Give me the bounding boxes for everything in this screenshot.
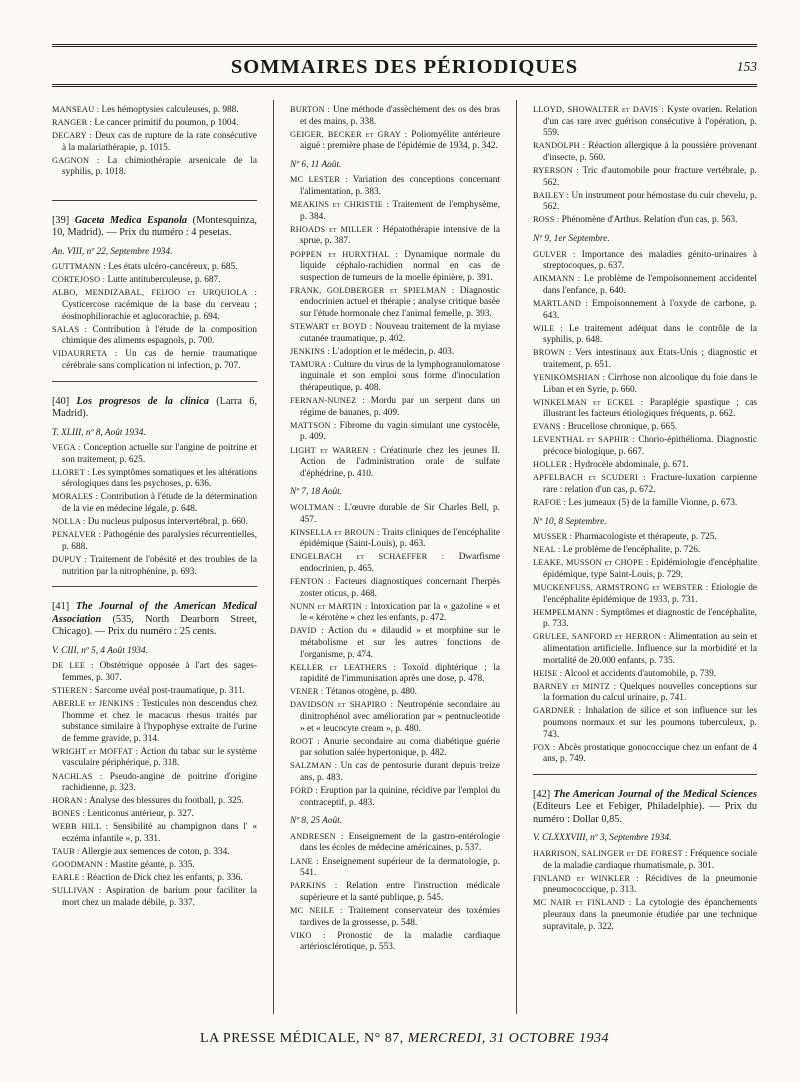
article-title: Tric d'automobile pour fracture vertébrale, p. 562. bbox=[543, 165, 757, 188]
article-authors: MORALES : bbox=[52, 492, 99, 502]
article-title: Paraplégie spastique ; cas illustrant les facteurs étiologiques fréquents, p. 662. bbox=[543, 397, 757, 420]
article-entry bbox=[52, 529, 257, 553]
article-entry bbox=[533, 607, 757, 631]
article-title: Fibrome du vagin simulant une cystocèle, p. 409. bbox=[300, 420, 500, 443]
article-title: Lutte antituberculeuse, p. 687. bbox=[107, 275, 221, 286]
article-entry bbox=[533, 323, 757, 347]
footer-date: MERCREDI, 31 OCTOBRE 1934 bbox=[407, 1031, 609, 1046]
article-entry bbox=[533, 848, 757, 872]
article-title: Abcès prostatique gonococcique chez un enfant de 4 ans, p. 749. bbox=[543, 742, 757, 765]
article-authors: TAUB : bbox=[52, 847, 80, 857]
article-authors: ROSS : bbox=[533, 215, 560, 225]
article-entry bbox=[533, 434, 757, 458]
journal-heading-39: [39] Gaceta Medica Espanola (Montesquinza, 10, Madrid). — Prix du numéro : 4 pesetas. bbox=[52, 214, 257, 239]
article-title: Dynamique normale du liquide céphalo-rachidien normal en cas de suspection de tumeurs de la moelle épinière, p. 391. bbox=[300, 249, 500, 283]
article-title: Réaction de Dick chez les enfants, p. 336. bbox=[86, 873, 243, 884]
article-authors: KELLER et LEATHERS : bbox=[290, 662, 396, 672]
article-title: Une méthode d'assèchement des os des bras et des mains, p. 338. bbox=[300, 105, 500, 127]
article-authors: AIKMANN : bbox=[533, 274, 581, 284]
article-title: Obstétrique opposée à l'art des sages-femmes, p. 307. bbox=[62, 661, 257, 683]
article-authors: MANSEAU : bbox=[52, 105, 100, 114]
article-authors: HOLLER : bbox=[533, 460, 572, 470]
article-title: Alimentation au sein et alimentation artificielle. Influence sur la morbidité et la mortalité de 20.000 enfants, p. 735. bbox=[543, 632, 757, 666]
article-entry bbox=[52, 261, 257, 274]
article-authors: ANDRESEN : bbox=[290, 831, 344, 841]
article-title: Le problème de l'empoisonnement accidentel dans l'enfance, p. 640. bbox=[543, 274, 757, 296]
article-entry bbox=[52, 821, 257, 845]
section-divider bbox=[533, 774, 757, 775]
article-entry bbox=[290, 905, 500, 929]
article-authors: WINKELMAN et ECKEL : bbox=[533, 397, 644, 407]
page-header bbox=[52, 56, 757, 80]
article-title: Dwarfisme endocrinien, p. 465. bbox=[300, 552, 500, 574]
article-entry bbox=[533, 421, 757, 434]
article-authors: GRULEE, SANFORD et HERRON : bbox=[533, 632, 667, 642]
article-title: La cytologie des épanchements pleuraux dans la pneumonie étudiée par une technique supravitale, p. 322. bbox=[543, 898, 757, 932]
article-title: Hydrocèle abdominale, p. 671. bbox=[574, 460, 689, 471]
article-entry bbox=[52, 287, 257, 323]
section-divider bbox=[52, 586, 257, 587]
article-title: Phénomène d'Arthus. Relation d'un cas, p. 563. bbox=[561, 215, 738, 226]
article-title: Pseudo-angine de poitrine d'origine rachidienne, p. 323. bbox=[62, 771, 257, 794]
article-title: Récidives de la pneumonie pneumococcique, p. 313. bbox=[543, 873, 757, 896]
article-authors: GARDNER : bbox=[533, 706, 582, 716]
article-entry bbox=[290, 760, 500, 784]
article-entry bbox=[52, 442, 257, 466]
article-title: Action du « dilaudid » et morphine sur le métabolisme et sur les autres fonctions de l'organisme, p. 474. bbox=[300, 626, 500, 660]
article-authors: WEBB HILL : bbox=[52, 822, 109, 832]
article-authors: HEMPELMANN : bbox=[533, 607, 599, 617]
article-title: Relation entre l'instruction médicale supérieure et la santé publique, p. 545. bbox=[300, 881, 500, 903]
article-authors: NACHLAS : bbox=[52, 771, 103, 781]
article-entry bbox=[533, 249, 757, 273]
article-title: Symptômes et diagnostic de l'encéphalite, p. 733. bbox=[543, 607, 757, 630]
article-entry bbox=[533, 372, 757, 396]
article-entry bbox=[52, 846, 257, 859]
issue-heading: V. CIII, nº 5, 4 Août 1934. bbox=[52, 645, 149, 656]
article-title: Contribution à l'étude de la détermination de la vie en médecine légale, p. 648. bbox=[62, 492, 257, 515]
article-authors: LEAKE, MUSSON et CHOPE : bbox=[533, 558, 649, 568]
article-authors: RHOADS et MILLER : bbox=[290, 224, 379, 234]
article-entry bbox=[533, 165, 757, 189]
article-entry bbox=[533, 668, 757, 681]
article-title: Action du tabac sur le système vasculaire périphérique, p. 318. bbox=[62, 746, 257, 769]
article-entry bbox=[533, 681, 757, 705]
article-authors: MC LESTER : bbox=[290, 175, 348, 185]
article-authors: RYERSON : bbox=[533, 165, 579, 175]
article-authors: PENALVER : bbox=[52, 530, 102, 540]
article-title: Enseignement de la gastro-entérologie dans les écoles de médecine américaines, p. 537. bbox=[300, 831, 500, 854]
article-entry bbox=[52, 324, 257, 348]
article-title: Mastite géante, p. 335. bbox=[110, 860, 195, 871]
column-rule bbox=[273, 100, 274, 1014]
article-entry bbox=[290, 346, 500, 359]
article-authors: HARRISON, SALINGER et DE FOREST : bbox=[533, 848, 688, 858]
article-authors: BARNEY et MINTZ : bbox=[533, 681, 617, 691]
article-title: Aspiration de barium pour faciliter la mort chez un malade débile, p. 337. bbox=[62, 886, 257, 908]
article-title: Deux cas de rupture de la rate consécutive à la malariathérapie, p. 1015. bbox=[62, 131, 257, 153]
journal-heading-42: [42] The American Journal of the Medical Sciences (Editeurs Lee et Febiger, Philadelphie). — Prix du numéro : Dollar 0,85. bbox=[533, 788, 757, 825]
article-title: Créatinurie chez les jeunes II. Action de l'administration orale de sulfate d'éphédrine, p. 410. bbox=[300, 445, 500, 479]
article-authors: GEIGER, BECKER et GRAY : bbox=[290, 129, 408, 139]
article-title: Pronostic de la maladie cardiaque artériosclérotique, p. 553. bbox=[300, 930, 500, 953]
article-title: Vers intestinaux aux Etats-Unis ; diagnostic et traitement, p. 651. bbox=[543, 348, 757, 370]
article-authors: STIEREN : bbox=[52, 685, 93, 695]
article-authors: EVANS : bbox=[533, 422, 566, 432]
article-authors: VENER : bbox=[290, 687, 324, 697]
article-entry bbox=[52, 771, 257, 795]
article-entry bbox=[290, 249, 500, 285]
article-entry bbox=[533, 582, 757, 606]
article-title: Lenticonus antérieur, p. 327. bbox=[87, 809, 194, 820]
article-title: Intoxication par la « gazoline » et le « kérotène » chez les enfants, p. 472. bbox=[300, 601, 500, 624]
article-authors: DAVID : bbox=[290, 626, 324, 636]
article-entry bbox=[290, 736, 500, 760]
article-title: Pathogénie des paralysies récurrentielles, p. 688. bbox=[62, 530, 257, 552]
article-title: Traitement de l'obésité et des troubles de la nutrition par la nitrophénine, p. 693. bbox=[62, 554, 257, 577]
article-entry bbox=[290, 174, 500, 198]
article-entry bbox=[290, 527, 500, 551]
article-entry bbox=[290, 445, 500, 481]
issue-heading: An. VIII, nº 22, Septembre 1934. bbox=[52, 246, 173, 257]
article-authors: GULVER : bbox=[533, 249, 576, 259]
article-title: Sarcome uvéal post-traumatique, p. 311. bbox=[94, 685, 245, 696]
article-authors: FORD : bbox=[290, 786, 318, 796]
article-entry bbox=[290, 686, 500, 699]
article-authors: VIKO : bbox=[290, 930, 326, 940]
article-authors: DE LEE : bbox=[52, 661, 94, 671]
article-entry bbox=[290, 420, 500, 444]
article-authors: FINLAND et WINKLER : bbox=[533, 873, 639, 883]
article-authors: DECARY : bbox=[52, 131, 93, 141]
article-title: Hépatothérapie intensive de la sprue, p. 387. bbox=[300, 224, 500, 247]
article-entry bbox=[52, 872, 257, 885]
article-title: Le traitement adéquat dans le contrôle de la syphilis, p. 648. bbox=[543, 323, 757, 346]
article-entry bbox=[290, 359, 500, 395]
article-authors: HEISE : bbox=[533, 668, 563, 678]
article-entry bbox=[533, 214, 757, 227]
article-entry bbox=[290, 785, 500, 809]
article-title: Chorio-épithélioma. Diagnostic précoce biologique, p. 667. bbox=[543, 435, 757, 458]
article-title: Poliomyélite antérieure aiguë : première phase de l'épidémie de 1934, p. 342. bbox=[300, 129, 500, 152]
article-authors: DAVIDSON et SHAPIRO : bbox=[290, 700, 394, 710]
article-entry bbox=[533, 140, 757, 164]
article-title: Anurie secondaire au coma diabétique guérie par solution salée hypertonique, p. 482. bbox=[300, 736, 500, 759]
article-authors: GAGNON : bbox=[52, 155, 100, 165]
article-entry bbox=[533, 897, 757, 933]
article-authors: MUSSER : bbox=[533, 532, 573, 542]
article-entry bbox=[290, 856, 500, 880]
article-authors: MC NAIR et FINLAND : bbox=[533, 898, 632, 908]
article-entry bbox=[52, 808, 257, 821]
article-title: Sensibilité au champignon dans l' « eczéma infantile », p. 331. bbox=[62, 822, 257, 845]
article-title: Les jumeaux (5) de la famille Vionne, p. 673. bbox=[568, 497, 738, 508]
article-authors: YENIKOMSHIAN : bbox=[533, 372, 606, 382]
article-entry bbox=[290, 699, 500, 735]
article-authors: BONES : bbox=[52, 809, 85, 819]
article-entry bbox=[290, 321, 500, 345]
article-authors: FERNAN-NUNEZ : bbox=[290, 396, 365, 406]
article-authors: BAILEY : bbox=[533, 190, 570, 200]
article-title: Réaction allergique à la poussière provenant d'insecte, p. 560. bbox=[543, 141, 757, 163]
issue-heading: Nº 7, 18 Août. bbox=[290, 487, 343, 498]
article-authors: TAMURA : bbox=[290, 359, 331, 369]
page-footer bbox=[52, 1031, 757, 1047]
article-entry bbox=[52, 795, 257, 808]
article-authors: ROOT : bbox=[290, 736, 320, 746]
article-authors: VEGA : bbox=[52, 443, 81, 453]
article-entry bbox=[52, 130, 257, 154]
article-authors: DUPUY : bbox=[52, 554, 87, 564]
article-title: Les symptômes somatiques et les altérations sérologiques dans les psychoses, p. 636. bbox=[62, 467, 257, 490]
article-authors: POPPEN et HURXTHAL : bbox=[290, 249, 398, 259]
article-entry bbox=[533, 544, 757, 557]
article-entry bbox=[290, 224, 500, 248]
article-title: Le problème de l'encéphalite, p. 726. bbox=[562, 545, 701, 556]
article-authors: LLORET : bbox=[52, 467, 90, 477]
article-authors: BURTON : bbox=[290, 105, 331, 114]
article-authors: SULLIVAN : bbox=[52, 886, 102, 896]
article-authors: KINSELLA et BROUN : bbox=[290, 527, 380, 537]
article-entry bbox=[533, 397, 757, 421]
article-authors: SALAS : bbox=[52, 324, 88, 334]
article-entry bbox=[290, 502, 500, 526]
article-entry bbox=[533, 298, 757, 322]
article-authors: PARKINS : bbox=[290, 881, 338, 891]
article-entry bbox=[533, 873, 757, 897]
journal-heading-41: [41] The Journal of the American Medical Association (535, North Dearborn Street, Chicago). — Prix du numéro : 25 cents. bbox=[52, 601, 257, 638]
article-entry bbox=[290, 831, 500, 855]
article-entry bbox=[52, 491, 257, 515]
issue-heading: T. XLIII, nº 8, Août 1934. bbox=[52, 427, 146, 438]
article-authors: WILE : bbox=[533, 323, 563, 333]
article-entry bbox=[533, 742, 757, 766]
article-title: Nouveau traitement de la myiase cutanée traumatique, p. 402. bbox=[300, 322, 500, 344]
article-title: Pharmacologiste et thérapeute, p. 725. bbox=[574, 532, 717, 543]
article-title: Kyste ovarien. Relation d'un cas rare avec guérison consécutive à l'opération, p. 559. bbox=[543, 105, 757, 139]
journal-heading-40: [40] Los progresos de la clinica (Larra 6, Madrid). bbox=[52, 395, 257, 419]
article-entry bbox=[533, 557, 757, 581]
article-entry bbox=[533, 104, 757, 140]
article-entry bbox=[52, 274, 257, 287]
article-title: Testicules non descendus chez l'homme et chez le macacus rhesus traités par substance similaire à l'hypophyse extraite de l'urine de femme gravide, p. 314. bbox=[62, 699, 257, 744]
footer-paper: LA PRESSE MÉDICALE, N° 87, bbox=[200, 1031, 404, 1046]
article-entry bbox=[52, 104, 257, 117]
article-title: Les hémoptysies calculeuses, p. 988. bbox=[101, 105, 239, 115]
article-entry bbox=[52, 746, 257, 770]
article-entry bbox=[533, 459, 757, 472]
article-title: Neutropénie secondaire au dinitrophénol avec amélioration par « pentnucleotide » et « leucocyte cream », p. 480. bbox=[300, 700, 500, 734]
article-title: Traitement conservateur des toxémies tardives de la grossesse, p. 548. bbox=[300, 905, 500, 928]
article-title: Diagnostic endocrinien actuel et thérapie ; analyse critique basée sur l'étude hormonale chez l'animal femelle, p. 393. bbox=[300, 285, 500, 319]
article-title: Toxoïd diphtérique ; la rapidité de l'immunisation après une dose, p. 478. bbox=[300, 662, 500, 685]
article-title: Mordu par un serpent dans un régime de bananes, p. 409. bbox=[300, 396, 500, 418]
article-entry bbox=[533, 472, 757, 496]
article-title: Inhalation de silice et son influence sur les poumons normaux et sur les poumons tuberculeux, p. 743. bbox=[543, 706, 757, 740]
article-authors: LEVENTHAL et SAPHIR : bbox=[533, 435, 635, 445]
article-authors: WRIGHT et MOFFAT : bbox=[52, 746, 139, 756]
article-entry bbox=[52, 117, 257, 130]
article-entry bbox=[52, 660, 257, 684]
article-authors: WOLTMAN : bbox=[290, 502, 341, 512]
article-title: Un cas de pentosurie durant depuis treize ans, p. 483. bbox=[300, 761, 500, 783]
article-entry bbox=[52, 885, 257, 909]
column-2 bbox=[290, 104, 500, 1014]
article-entry bbox=[52, 859, 257, 872]
article-entry bbox=[290, 601, 500, 625]
article-authors: APFELBACH et SCUDERI : bbox=[533, 473, 646, 483]
article-authors: MARTLAND : bbox=[533, 298, 588, 308]
article-authors: RANDOLPH : bbox=[533, 141, 586, 151]
article-authors: RANGER : bbox=[52, 118, 93, 128]
section-divider bbox=[52, 200, 257, 201]
article-authors: BROWN : bbox=[533, 348, 572, 358]
article-entry bbox=[533, 631, 757, 667]
article-title: Cysticercose racémique de la base du cerveau ; éosinophiliorachie et aglucorachie, p. 694. bbox=[62, 299, 257, 322]
article-title: Fréquence sociale de la maladie cardiaque rhumatismale, p. 301. bbox=[543, 848, 757, 871]
article-title: Un cas de hernie traumatique cérébrale sans complication ni infection, p. 707. bbox=[62, 349, 257, 371]
article-title: Fracture-luxation carpienne rare : relation d'un cas, p. 672. bbox=[543, 473, 757, 495]
article-authors: GOODMANN : bbox=[52, 860, 108, 870]
article-title: Variation des conceptions concernant l'alimentation, p. 383. bbox=[300, 175, 500, 198]
issue-heading: V. CLXXXVIII, nº 3, Septembre 1934. bbox=[533, 833, 672, 844]
section-divider bbox=[52, 381, 257, 382]
article-entry bbox=[290, 285, 500, 321]
article-authors: LLOYD, SHOWALTER et DAVIS : bbox=[533, 105, 664, 114]
column-rule bbox=[516, 100, 517, 1014]
article-entry bbox=[52, 348, 257, 372]
article-entry bbox=[52, 467, 257, 491]
article-title: L'adoption et le médecin, p. 403. bbox=[332, 346, 455, 357]
article-authors: EARLE : bbox=[52, 873, 85, 883]
article-entry bbox=[533, 273, 757, 297]
article-title: Les états ulcéro-cancéreux, p. 685. bbox=[108, 262, 238, 273]
article-authors: GUTTMANN : bbox=[52, 262, 106, 272]
article-title: Enseignement supérieur de la dermatologie, p. 541. bbox=[300, 856, 500, 879]
article-entry bbox=[290, 625, 500, 661]
article-entry bbox=[533, 347, 757, 371]
article-title: Allergie aux semences de coton, p. 334. bbox=[81, 847, 230, 858]
article-title: Etiologie de l'encéphalite épidémique de 1933, p. 731. bbox=[543, 582, 757, 605]
article-entry bbox=[290, 551, 500, 575]
article-entry bbox=[290, 129, 500, 153]
article-authors: MUCKENFUSS, ARMSTRONG et WEBSTER : bbox=[533, 582, 709, 592]
article-title: Cirrhose non alcoolique du foie dans le Liban et en Syrie, p. 660. bbox=[543, 372, 757, 395]
article-entry bbox=[533, 531, 757, 544]
article-authors: NOLLA : bbox=[52, 517, 86, 527]
article-entry bbox=[52, 685, 257, 698]
article-authors: ENGELBACH et SCHAEFFER : bbox=[290, 552, 445, 562]
article-authors: FRANK, GOLDBERGER et SPIELMAN : bbox=[290, 285, 455, 295]
page-title: SOMMAIRES DES PÉRIODIQUES bbox=[230, 56, 579, 78]
article-title: Traitement de l'emphysème, p. 384. bbox=[300, 200, 500, 222]
article-entry bbox=[52, 516, 257, 529]
article-title: Un instrument pour hémostase du cuir chevelu, p. 562. bbox=[543, 190, 757, 213]
article-entry bbox=[533, 497, 757, 510]
article-title: Tétanos otogène, p. 480. bbox=[325, 687, 417, 698]
article-entry bbox=[290, 662, 500, 686]
article-authors: SALZMAN : bbox=[290, 761, 338, 771]
article-authors: ALBO, MENDIZABAL, FEIJOO et URQUIOLA : bbox=[52, 288, 257, 298]
article-entry bbox=[290, 199, 500, 223]
article-authors: MEAKINS et CHRISTIE : bbox=[290, 200, 390, 210]
article-title: Facteurs diagnostiques concernant l'herpès zoster oticus, p. 468. bbox=[300, 576, 500, 599]
article-entry bbox=[290, 576, 500, 600]
article-entry bbox=[52, 554, 257, 578]
article-title: L'œuvre durable de Sir Charles Bell, p. 457. bbox=[300, 502, 500, 525]
article-entry bbox=[533, 190, 757, 214]
article-entry bbox=[290, 395, 500, 419]
article-authors: FENTON : bbox=[290, 576, 331, 586]
article-authors: MC NEILE : bbox=[290, 905, 343, 915]
article-title: Quelques nouvelles conceptions sur la formation du calcul urinaire, p. 741. bbox=[543, 681, 757, 704]
article-title: Du nucleus pulposus intervertébral, p. 660. bbox=[87, 517, 248, 528]
article-title: Importance des maladies génito-urinaires à streptocoques, p. 637. bbox=[543, 249, 757, 272]
article-title: La chimiothérapie arsenicale de la syphilis, p. 1018. bbox=[62, 155, 257, 178]
article-entry bbox=[290, 880, 500, 904]
article-authors: HORAN : bbox=[52, 796, 88, 806]
article-title: Analyse des blessures du football, p. 325. bbox=[89, 796, 244, 807]
article-authors: STEWART et BOYD : bbox=[290, 322, 373, 332]
article-entry bbox=[290, 104, 500, 128]
article-title: Brucellose chronique, p. 665. bbox=[567, 422, 678, 433]
article-title: Culture du virus de la lymphogranulomatose inguinale et son emploi sous forme d'inoculation thérapeutique, p. 408. bbox=[300, 359, 500, 394]
article-authors: JENKINS : bbox=[290, 346, 330, 356]
article-entry bbox=[52, 698, 257, 745]
article-title: Conception actuelle sur l'angine de poitrine et son traitement, p. 625. bbox=[62, 443, 257, 465]
article-authors: NUNN et MARTIN : bbox=[290, 601, 368, 611]
page-number: 153 bbox=[736, 59, 757, 74]
article-entry bbox=[290, 930, 500, 954]
issue-heading: Nº 9, 1er Septembre. bbox=[533, 233, 610, 244]
article-authors: CORTEJOSO : bbox=[52, 275, 106, 285]
issue-heading: Nº 6, 11 Août. bbox=[290, 159, 342, 170]
article-authors: RAFOE : bbox=[533, 497, 566, 507]
article-authors: MATTSON : bbox=[290, 420, 337, 430]
article-title: Alcool et accidents d'automobile, p. 739. bbox=[564, 668, 717, 679]
article-authors: LANE : bbox=[290, 856, 319, 866]
article-title: Empoisonnement à l'oxyde de carbone, p. 643. bbox=[543, 298, 757, 321]
article-authors: VIDAURRETA : bbox=[52, 349, 118, 359]
article-authors: FOX : bbox=[533, 742, 556, 752]
issue-heading: Nº 8, 25 Août. bbox=[290, 816, 343, 827]
column-1 bbox=[52, 104, 257, 1014]
issue-heading: Nº 10, 8 Septembre. bbox=[533, 516, 607, 527]
article-title: Traits cliniques de l'encéphalite épidémique (Saint-Louis), p. 463. bbox=[300, 527, 500, 550]
article-authors: ABERLE et JENKINS : bbox=[52, 699, 140, 708]
article-title: Le cancer primitif du poumon, p 1004. bbox=[94, 118, 239, 129]
article-title: Eruption par la quinine, récidive par l'emploi du contraceptif, p. 483. bbox=[300, 786, 500, 808]
article-authors: LIGHT et WARREN : bbox=[290, 445, 376, 455]
article-title: Epidémiologie d'encéphalite épidémique, type Saint-Louis, p. 729. bbox=[543, 558, 757, 580]
article-entry bbox=[52, 155, 257, 179]
article-title: Contribution à l'étude de la composition chimique des aliments espagnols, p. 700. bbox=[62, 324, 257, 347]
column-3 bbox=[533, 104, 757, 1014]
article-authors: NEAL : bbox=[533, 545, 561, 555]
article-entry bbox=[533, 705, 757, 741]
